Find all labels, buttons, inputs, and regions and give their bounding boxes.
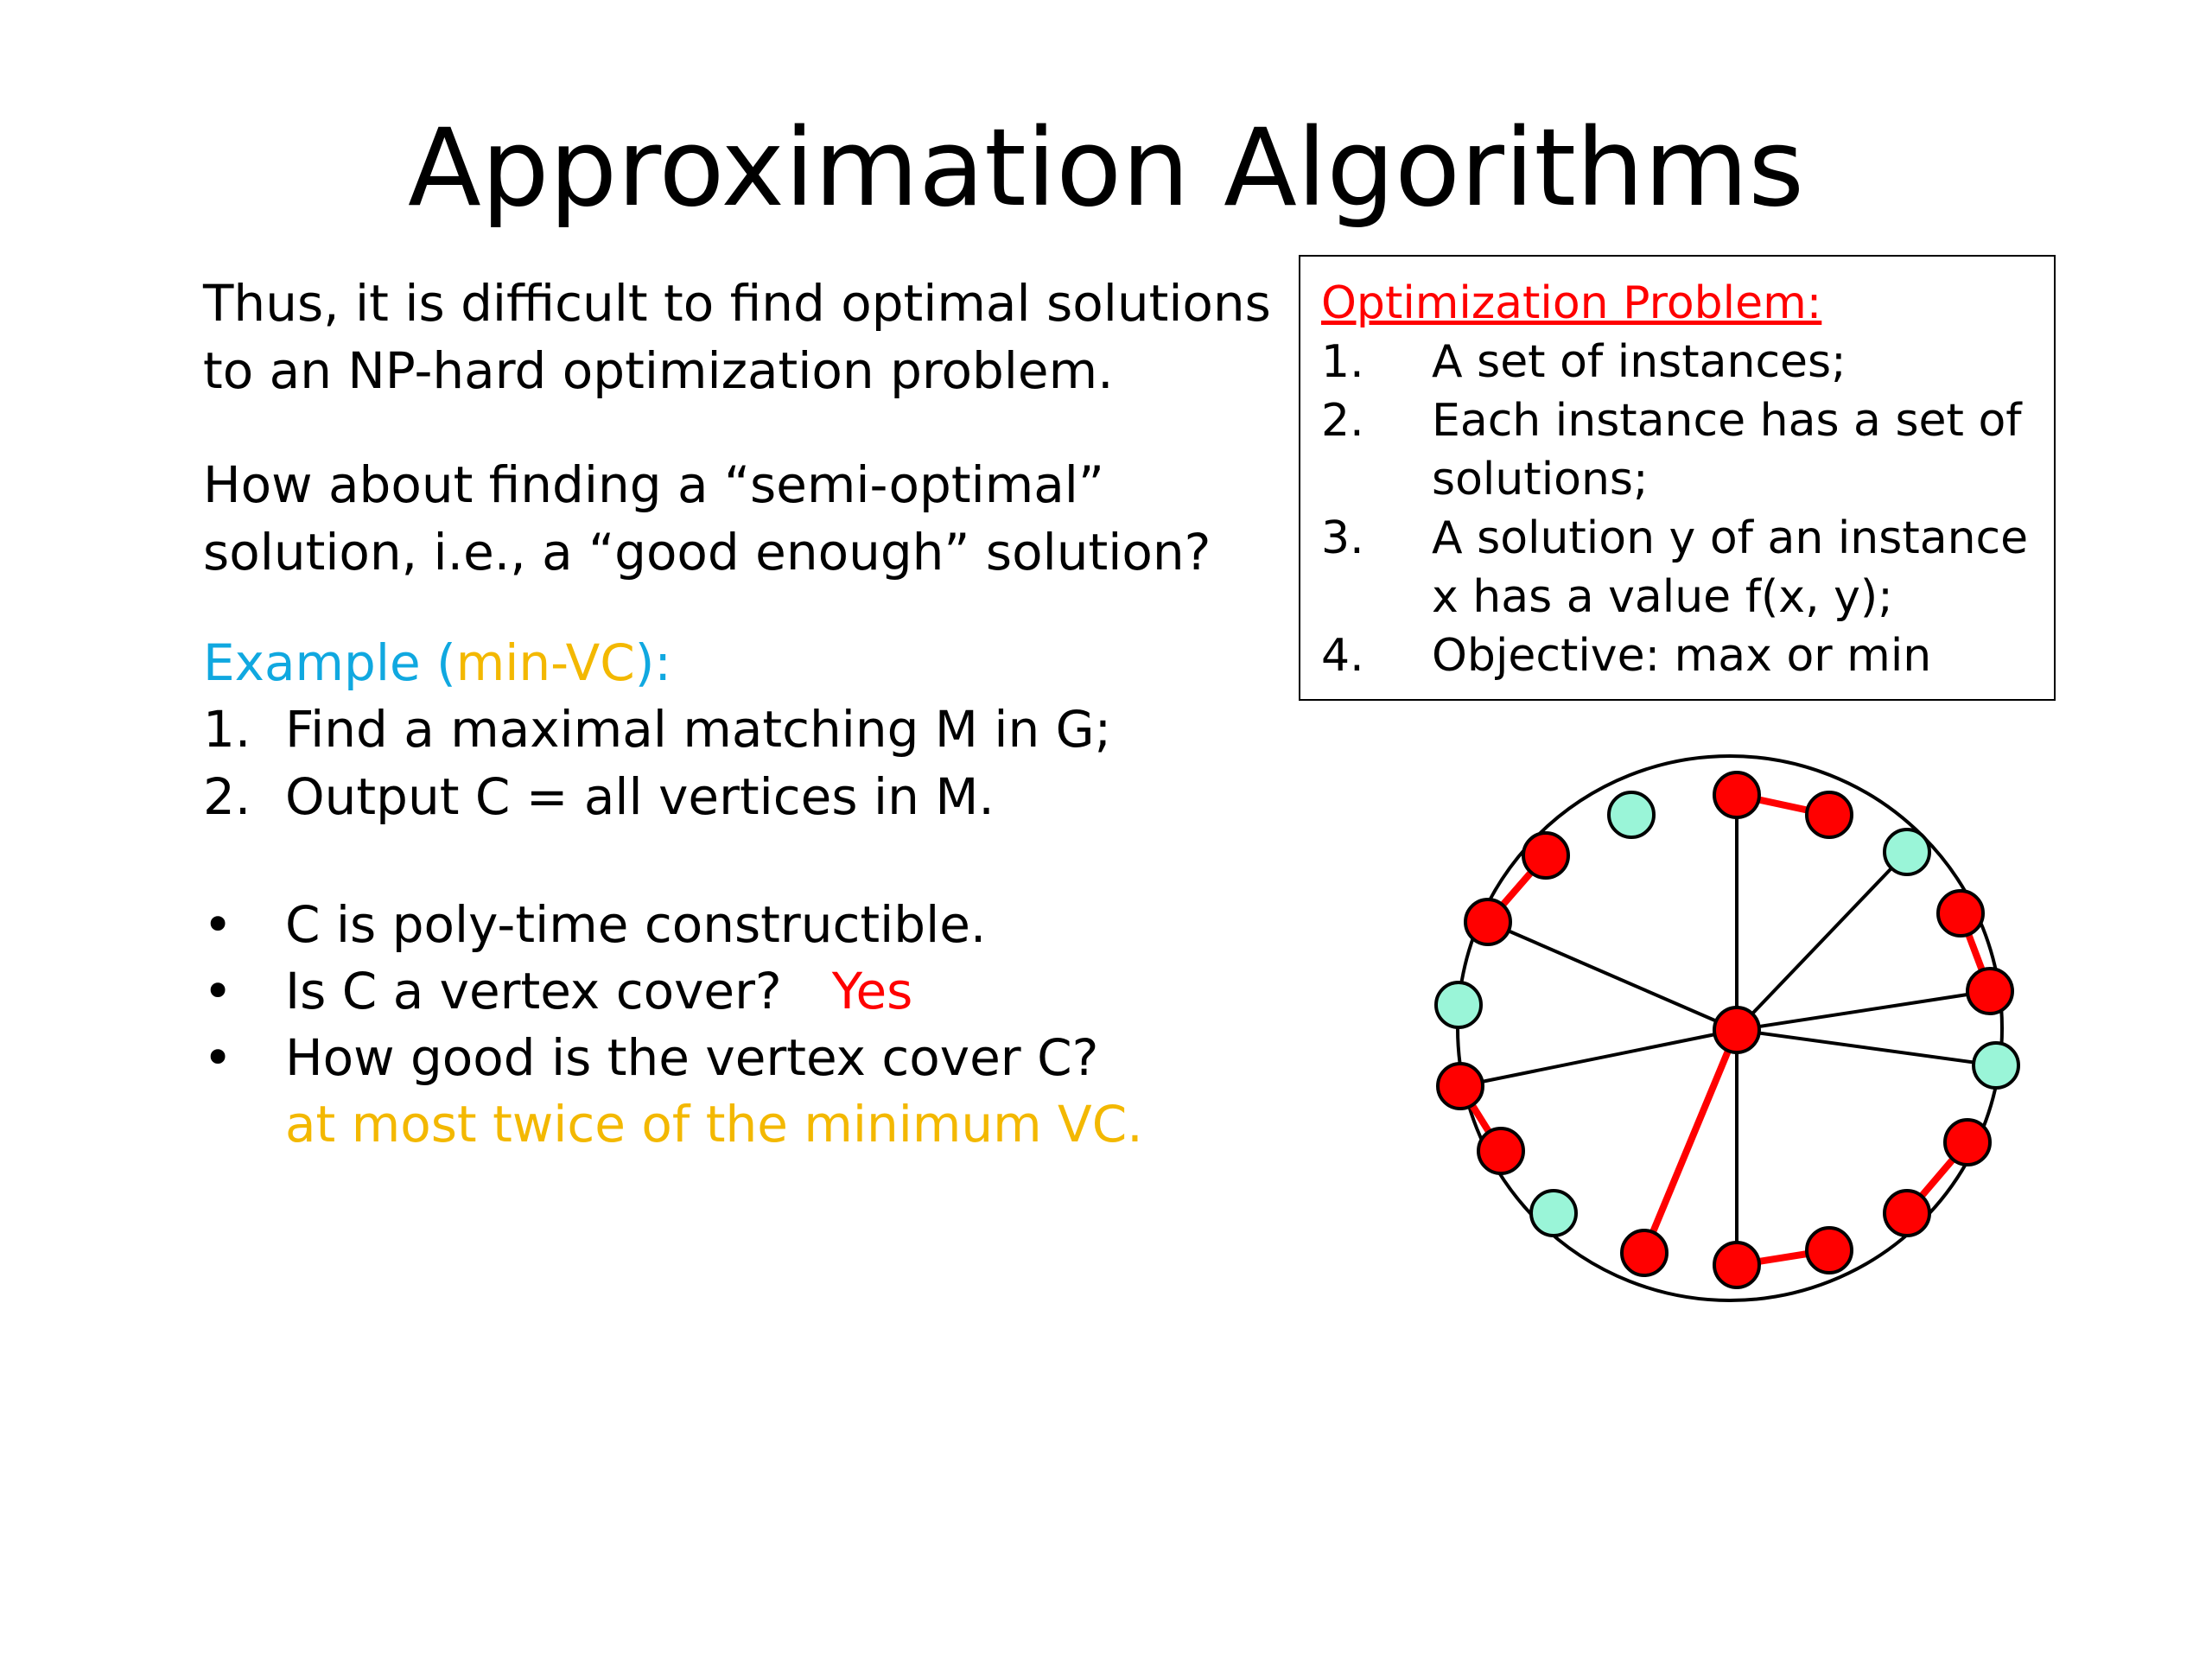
example-label: Example ( [203,633,456,692]
question-line-1: How about finding a “semi-optimal” [203,455,1104,514]
matched-vertex [1945,1120,1990,1165]
matched-vertex [1622,1230,1667,1275]
definition-number: 2. [1321,395,1364,447]
question-line-2: solution, i.e., a “good enough” solution? [203,523,1211,582]
bullet-answer: Yes [831,962,913,1020]
matched-vertex [1885,1191,1929,1236]
bullet-text: Is C a vertex cover? [285,962,782,1020]
matched-vertex [1714,772,1759,817]
unmatched-vertex [1609,792,1654,837]
matched-vertex [1478,1128,1523,1173]
matched-vertex [1714,1243,1759,1287]
definition-text: solutions; [1432,454,1649,505]
matching-edge [1644,1030,1737,1253]
example-problem: min-VC [455,633,635,692]
spoke-edge [1737,1030,1996,1065]
step-number: 1. [203,700,251,759]
unmatched-vertex [1974,1043,2018,1088]
definition-text: A set of instances; [1432,336,1847,388]
matched-vertex [1807,1228,1852,1273]
definition-number: 4. [1321,630,1364,682]
intro-line-2: to an NP-hard optimization problem. [203,341,1114,400]
spoke-edge [1737,991,1990,1030]
unmatched-vertex [1436,982,1481,1027]
spoke-edge [1460,1030,1737,1086]
matched-vertex [1523,833,1568,878]
spoke-edge [1488,922,1737,1030]
optimization-heading: Optimization Problem: [1321,277,1822,329]
matched-vertex [1438,1064,1483,1109]
approximation-ratio-note: at most twice of the minimum VC. [285,1095,1143,1154]
matched-vertex [1938,891,1983,936]
definition-text: Objective: max or min [1432,630,1932,682]
bullet-text: C is poly-time constructible. [285,895,987,954]
step-text: Output C = all vertices in M. [285,767,995,826]
bullet-marker: • [203,1028,233,1087]
example-close: ): [634,633,671,692]
step-text: Find a maximal matching M in G; [285,700,1112,759]
spoke-edge [1737,852,1907,1030]
slide-title: Approximation Algorithms [408,106,1804,231]
matched-vertex [1465,899,1510,944]
step-number: 2. [203,767,251,826]
bullet-marker: • [203,962,233,1020]
matched-vertex [1714,1007,1759,1052]
unmatched-vertex [1531,1191,1576,1236]
matched-vertex [1807,792,1852,837]
intro-line-1: Thus, it is difficult to find optimal solutions [203,274,1271,333]
definition-number: 1. [1321,336,1364,388]
bullet-text: How good is the vertex cover C? [285,1028,1099,1087]
definition-text: x has a value f(x, y); [1432,571,1893,623]
definition-text: Each instance has a set of [1432,395,2022,447]
bullet-marker: • [203,895,233,954]
definition-number: 3. [1321,512,1364,564]
matched-vertex [1967,969,2012,1014]
definition-text: A solution y of an instance [1432,512,2029,564]
unmatched-vertex [1885,830,1929,874]
